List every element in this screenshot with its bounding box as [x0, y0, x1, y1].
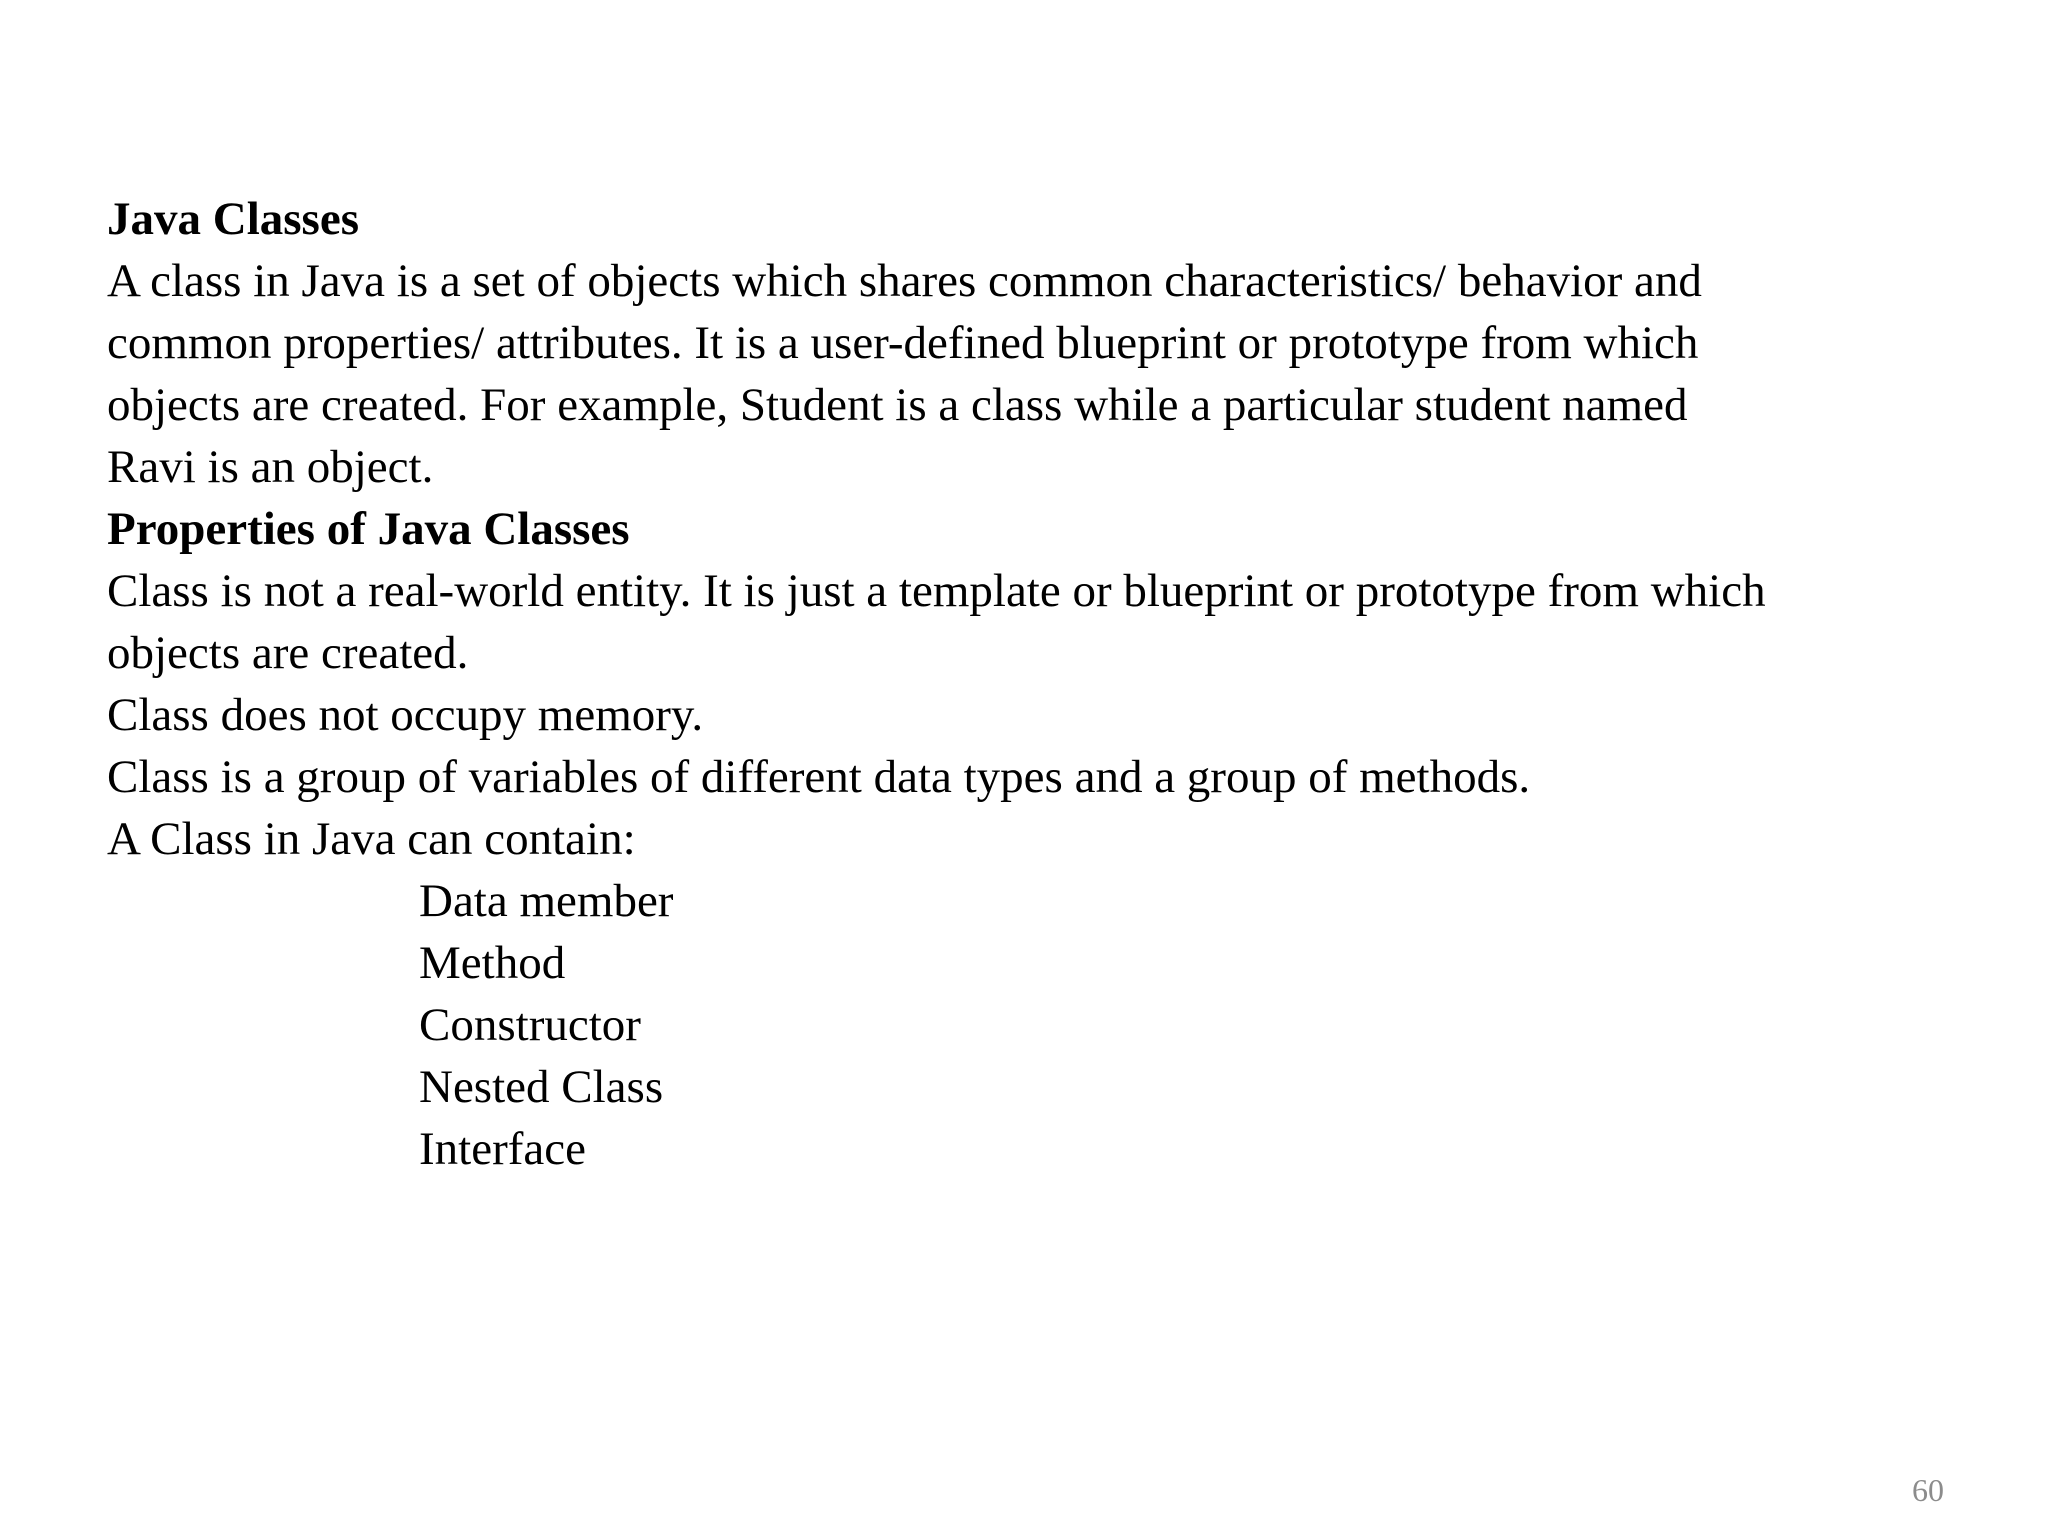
property-line: Class is not a real-world entity. It is just a template or blueprint or prototype from which [107, 565, 1766, 617]
property-line: objects are created. [107, 627, 469, 679]
contains-list [107, 870, 1987, 1180]
properties-heading: Properties of Java Classes [107, 503, 630, 555]
property-line: Class is a group of variables of different data types and a group of methods. [107, 751, 1531, 803]
contains-item: Data member [419, 875, 674, 927]
contains-item: Constructor [419, 999, 641, 1051]
property-line: Class does not occupy memory. [107, 689, 704, 741]
intro-line: common properties/ attributes. It is a user-defined blueprint or prototype from which [107, 317, 1699, 369]
contains-item: Interface [419, 1123, 586, 1175]
property-line: A Class in Java can contain: [107, 813, 636, 865]
page-number: 60 [1912, 1472, 1944, 1508]
intro-line: Ravi is an object. [107, 441, 434, 493]
intro-line: A class in Java is a set of objects which shares common characteristics/ behavior and [107, 255, 1702, 307]
slide-title: Java Classes [107, 193, 359, 245]
intro-line: objects are created. For example, Student is a class while a particular student named [107, 379, 1688, 431]
contains-item: Method [419, 937, 566, 989]
contains-item: Nested Class [419, 1061, 664, 1113]
slide-content [107, 188, 1987, 1180]
